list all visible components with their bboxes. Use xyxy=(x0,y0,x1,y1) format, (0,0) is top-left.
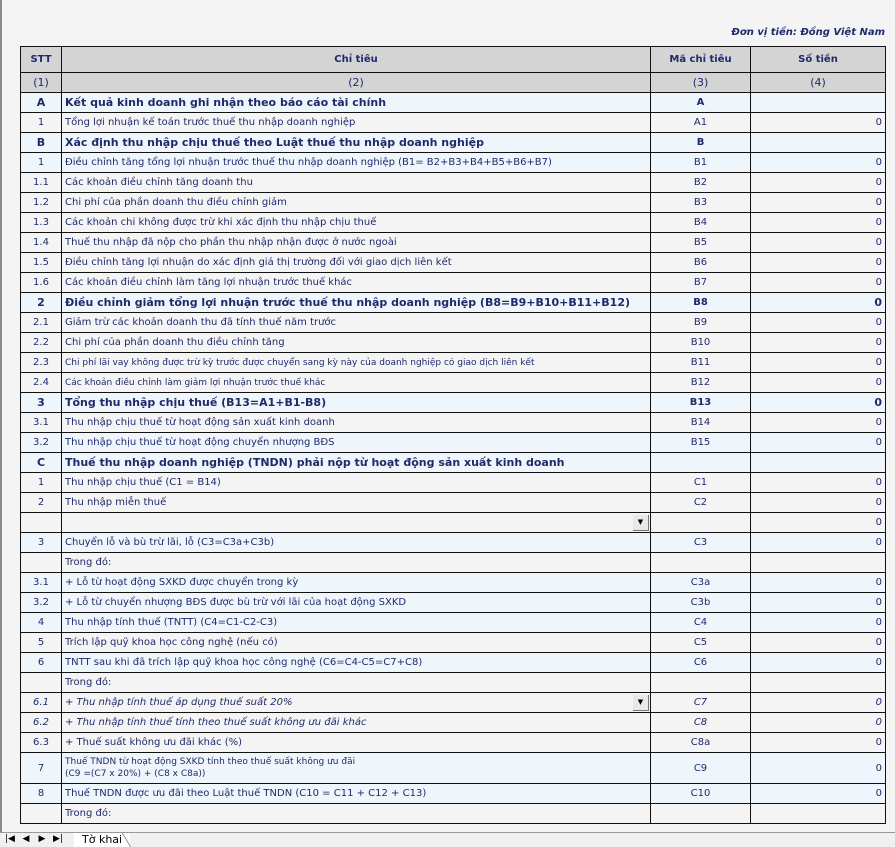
row-amount[interactable]: 0 xyxy=(751,593,886,613)
row-amount[interactable]: 0 xyxy=(751,153,886,173)
row-description: Chi phí của phần doanh thu điều chỉnh giảm xyxy=(62,193,651,213)
row-code: C5 xyxy=(651,633,751,653)
table-row xyxy=(21,333,886,353)
row-description: + Lỗ từ chuyển nhượng BĐS được bù trừ với lãi của hoạt động SXKD xyxy=(62,593,651,613)
row-description xyxy=(62,693,651,713)
table-row xyxy=(21,573,886,593)
row-amount[interactable]: 0 xyxy=(751,333,886,353)
row-code xyxy=(651,553,751,573)
row-description xyxy=(62,753,651,784)
row-amount[interactable]: 0 xyxy=(751,193,886,213)
row-amount[interactable]: 0 xyxy=(751,413,886,433)
header-amount: Số tiền xyxy=(751,47,886,73)
subheader-stt: (1) xyxy=(21,73,62,93)
row-description: Thu nhập chịu thuế (C1 = B14) xyxy=(62,473,651,493)
row-amount[interactable]: 0 xyxy=(751,713,886,733)
row-code: C3a xyxy=(651,573,751,593)
first-sheet-icon[interactable]: |◀ xyxy=(5,834,15,844)
row-description-line1: Thuế TNDN từ hoạt động SXKD tính theo thuế suất không ưu đãi xyxy=(65,757,356,767)
row-stt: 3.1 xyxy=(21,413,62,433)
row-amount[interactable] xyxy=(751,804,886,824)
row-stt: 5 xyxy=(21,633,62,653)
row-description: Chuyển lỗ và bù trừ lãi, lỗ (C3=C3a+C3b) xyxy=(62,533,651,553)
row-amount[interactable]: 0 xyxy=(751,513,886,533)
row-code: C6 xyxy=(651,653,751,673)
table-row xyxy=(21,804,886,824)
header-stt: STT xyxy=(21,47,62,73)
table-row xyxy=(21,713,886,733)
table-row xyxy=(21,513,886,533)
row-code: B5 xyxy=(651,233,751,253)
row-amount[interactable]: 0 xyxy=(751,573,886,593)
row-stt: 3.1 xyxy=(21,573,62,593)
last-sheet-icon[interactable]: ▶| xyxy=(53,834,63,844)
table-row xyxy=(21,373,886,393)
row-description: Thuế TNDN được ưu đãi theo Luật thuế TNDN (C10 = C11 + C12 + C13) xyxy=(62,784,651,804)
row-description: Chi phí của phần doanh thu điều chỉnh tăng xyxy=(62,333,651,353)
row-amount[interactable]: 0 xyxy=(751,693,886,713)
row-amount[interactable]: 0 xyxy=(751,533,886,553)
table-row xyxy=(21,493,886,513)
table-row xyxy=(21,273,886,293)
table-row xyxy=(21,553,886,573)
row-code: B1 xyxy=(651,153,751,173)
row-code: A xyxy=(651,93,751,113)
row-amount[interactable]: 0 xyxy=(751,633,886,653)
row-amount[interactable]: 0 xyxy=(751,433,886,453)
row-description: Các khoản chi không được trừ khi xác định thu nhập chịu thuế xyxy=(62,213,651,233)
row-stt: 7 xyxy=(21,753,62,784)
row-amount[interactable]: 0 xyxy=(751,173,886,193)
row-amount[interactable] xyxy=(751,133,886,153)
row-description: Điều chỉnh tăng lợi nhuận do xác định giá thị trường đối với giao dịch liên kết xyxy=(62,253,651,273)
row-description: Thuế thu nhập doanh nghiệp (TNDN) phải nộp từ hoạt động sản xuất kinh doanh xyxy=(62,453,651,473)
row-amount[interactable]: 0 xyxy=(751,213,886,233)
row-amount[interactable]: 0 xyxy=(751,373,886,393)
row-amount[interactable]: 0 xyxy=(751,733,886,753)
row-description: Tổng thu nhập chịu thuế (B13=A1+B1-B8) xyxy=(62,393,651,413)
table-row xyxy=(21,784,886,804)
table-row xyxy=(21,113,886,133)
row-description: Tổng lợi nhuận kế toán trước thuế thu nhập doanh nghiệp xyxy=(62,113,651,133)
table-row xyxy=(21,613,886,633)
row-stt: 2 xyxy=(21,293,62,313)
prev-sheet-icon[interactable]: ◀ xyxy=(22,834,30,844)
subheader-code: (3) xyxy=(651,73,751,93)
row-description: + Lỗ từ hoạt động SXKD được chuyển trong kỳ xyxy=(62,573,651,593)
row-stt: 1.3 xyxy=(21,213,62,233)
row-description-text: + Thu nhập tính thuế áp dụng thuế suất 20% xyxy=(65,697,293,708)
table-row xyxy=(21,353,886,373)
row-code xyxy=(651,513,751,533)
row-description-line2: (C9 =(C7 x 20%) + (C8 x C8a)) xyxy=(65,769,206,779)
sheet-tab-bar xyxy=(0,832,895,847)
row-stt: 3.2 xyxy=(21,433,62,453)
table-row xyxy=(21,733,886,753)
row-stt xyxy=(21,553,62,573)
table-row xyxy=(21,413,886,433)
row-description: Thu nhập miễn thuế xyxy=(62,493,651,513)
row-code: C3b xyxy=(651,593,751,613)
row-stt: 1 xyxy=(21,473,62,493)
row-amount[interactable]: 0 xyxy=(751,493,886,513)
row-code: B xyxy=(651,133,751,153)
row-stt: 6.2 xyxy=(21,713,62,733)
row-description: Thu nhập chịu thuế từ hoạt động chuyển nhượng BĐS xyxy=(62,433,651,453)
table-row xyxy=(21,673,886,693)
row-description: Thu nhập tính thuế (TNTT) (C4=C1-C2-C3) xyxy=(62,613,651,633)
table-row xyxy=(21,193,886,213)
row-code: C3 xyxy=(651,533,751,553)
row-description: Các khoản điều chỉnh làm giảm lợi nhuận trước thuế khác xyxy=(62,373,651,393)
row-stt: 2.3 xyxy=(21,353,62,373)
row-code: C4 xyxy=(651,613,751,633)
next-sheet-icon[interactable]: ▶ xyxy=(38,834,46,844)
row-code: B4 xyxy=(651,213,751,233)
row-code: C8 xyxy=(651,713,751,733)
row-description: Xác định thu nhập chịu thuế theo Luật thuế thu nhập doanh nghiệp xyxy=(62,133,651,153)
row-stt: 6.3 xyxy=(21,733,62,753)
table-row xyxy=(21,253,886,273)
subheader-amount: (4) xyxy=(751,73,886,93)
row-stt: 1 xyxy=(21,153,62,173)
table-row xyxy=(21,433,886,453)
row-amount[interactable]: 0 xyxy=(751,113,886,133)
row-stt: 3 xyxy=(21,533,62,553)
row-amount[interactable]: 0 xyxy=(751,233,886,253)
sheet-tab-to-khai[interactable]: Tờ khai xyxy=(74,833,130,847)
row-stt: B xyxy=(21,133,62,153)
header-description: Chỉ tiêu xyxy=(62,47,651,73)
row-description: Thu nhập chịu thuế từ hoạt động sản xuất kinh doanh xyxy=(62,413,651,433)
row-description: TNTT sau khi đã trích lập quỹ khoa học công nghệ (C6=C4-C5=C7+C8) xyxy=(62,653,651,673)
row-code: B12 xyxy=(651,373,751,393)
row-description: Trong đó: xyxy=(62,673,651,693)
row-code: C2 xyxy=(651,493,751,513)
row-amount[interactable]: 0 xyxy=(751,253,886,273)
row-description: Trong đó: xyxy=(62,804,651,824)
row-amount[interactable] xyxy=(751,453,886,473)
row-stt: 2.2 xyxy=(21,333,62,353)
row-description: Các khoản điều chỉnh làm tăng lợi nhuận trước thuế khác xyxy=(62,273,651,293)
table-row xyxy=(21,453,886,473)
table-row xyxy=(21,593,886,613)
table-row xyxy=(21,693,886,713)
row-description: Giảm trừ các khoản doanh thu đã tính thuế năm trước xyxy=(62,313,651,333)
row-code: C9 xyxy=(651,753,751,784)
row-description: Kết quả kinh doanh ghi nhận theo báo cáo tài chính xyxy=(62,93,651,113)
row-code: B9 xyxy=(651,313,751,333)
table-row xyxy=(21,133,886,153)
row-stt: 2.1 xyxy=(21,313,62,333)
row-code: B8 xyxy=(651,293,751,313)
row-code: B13 xyxy=(651,393,751,413)
table-row xyxy=(21,233,886,253)
row-description: Điều chỉnh tăng tổng lợi nhuận trước thuế thu nhập doanh nghiệp (B1= B2+B3+B4+B5+B6+B7) xyxy=(62,153,651,173)
tax-declaration-table xyxy=(20,46,886,824)
row-code: C8a xyxy=(651,733,751,753)
header-code: Mã chỉ tiêu xyxy=(651,47,751,73)
row-code: B6 xyxy=(651,253,751,273)
row-code: B3 xyxy=(651,193,751,213)
row-stt: 2 xyxy=(21,493,62,513)
dropdown-arrow-icon[interactable]: ▼ xyxy=(633,695,649,711)
row-code: C7 xyxy=(651,693,751,713)
row-code: B15 xyxy=(651,433,751,453)
table-row xyxy=(21,93,886,113)
table-row xyxy=(21,153,886,173)
row-description: Chi phí lãi vay không được trừ kỳ trước được chuyển sang kỳ này của doanh nghiệp có giao dịch liên kết xyxy=(62,353,651,373)
table-row xyxy=(21,473,886,493)
row-stt: 2.4 xyxy=(21,373,62,393)
row-description: + Thu nhập tính thuế tính theo thuế suất không ưu đãi khác xyxy=(62,713,651,733)
row-code: B10 xyxy=(651,333,751,353)
row-amount[interactable]: 0 xyxy=(751,653,886,673)
row-description: Trích lập quỹ khoa học công nghệ (nếu có) xyxy=(62,633,651,653)
table-row xyxy=(21,313,886,333)
row-code: B7 xyxy=(651,273,751,293)
row-amount[interactable] xyxy=(751,673,886,693)
row-amount[interactable] xyxy=(751,93,886,113)
row-stt: A xyxy=(21,93,62,113)
dropdown-arrow-icon[interactable]: ▼ xyxy=(633,515,649,531)
row-stt: 4 xyxy=(21,613,62,633)
row-code xyxy=(651,804,751,824)
table-row xyxy=(21,633,886,653)
row-stt: 1.5 xyxy=(21,253,62,273)
row-stt: 8 xyxy=(21,784,62,804)
row-description xyxy=(62,513,651,533)
table-row xyxy=(21,293,886,313)
table-row xyxy=(21,653,886,673)
row-code: B2 xyxy=(651,173,751,193)
row-code: B11 xyxy=(651,353,751,373)
row-description: Các khoản điều chỉnh tăng doanh thu xyxy=(62,173,651,193)
table-row xyxy=(21,213,886,233)
row-amount[interactable]: 0 xyxy=(751,353,886,373)
row-description: + Thuế suất không ưu đãi khác (%) xyxy=(62,733,651,753)
row-amount[interactable]: 0 xyxy=(751,313,886,333)
row-description: Thuế thu nhập đã nộp cho phần thu nhập nhận được ở nước ngoài xyxy=(62,233,651,253)
table-row xyxy=(21,533,886,553)
row-stt: 1.6 xyxy=(21,273,62,293)
row-stt: C xyxy=(21,453,62,473)
subheader-description: (2) xyxy=(62,73,651,93)
table-row xyxy=(21,173,886,193)
row-stt xyxy=(21,673,62,693)
row-code: B14 xyxy=(651,413,751,433)
row-code xyxy=(651,453,751,473)
column-number-row xyxy=(21,73,886,93)
row-amount[interactable]: 0 xyxy=(751,753,886,784)
row-amount[interactable] xyxy=(751,553,886,573)
row-stt: 1.2 xyxy=(21,193,62,213)
row-amount[interactable]: 0 xyxy=(751,784,886,804)
row-stt: 6.1 xyxy=(21,693,62,713)
row-amount[interactable]: 0 xyxy=(751,293,886,313)
table-row xyxy=(21,753,886,784)
row-code: C10 xyxy=(651,784,751,804)
header-row xyxy=(21,47,886,73)
row-stt xyxy=(21,513,62,533)
table-row xyxy=(21,393,886,413)
row-amount[interactable]: 0 xyxy=(751,393,886,413)
row-amount[interactable]: 0 xyxy=(751,473,886,493)
row-stt: 3 xyxy=(21,393,62,413)
row-stt: 6 xyxy=(21,653,62,673)
row-stt: 1 xyxy=(21,113,62,133)
row-stt: 1.1 xyxy=(21,173,62,193)
row-code: C1 xyxy=(651,473,751,493)
row-code xyxy=(651,673,751,693)
row-amount[interactable]: 0 xyxy=(751,613,886,633)
currency-unit-label: Đơn vị tiền: Đồng Việt Nam xyxy=(731,27,885,38)
row-amount[interactable]: 0 xyxy=(751,273,886,293)
row-stt xyxy=(21,804,62,824)
row-description: Điều chỉnh giảm tổng lợi nhuận trước thuế thu nhập doanh nghiệp (B8=B9+B10+B11+B12) xyxy=(62,293,651,313)
row-stt: 3.2 xyxy=(21,593,62,613)
row-stt: 1.4 xyxy=(21,233,62,253)
row-code: A1 xyxy=(651,113,751,133)
row-description: Trong đó: xyxy=(62,553,651,573)
left-border xyxy=(0,0,2,832)
